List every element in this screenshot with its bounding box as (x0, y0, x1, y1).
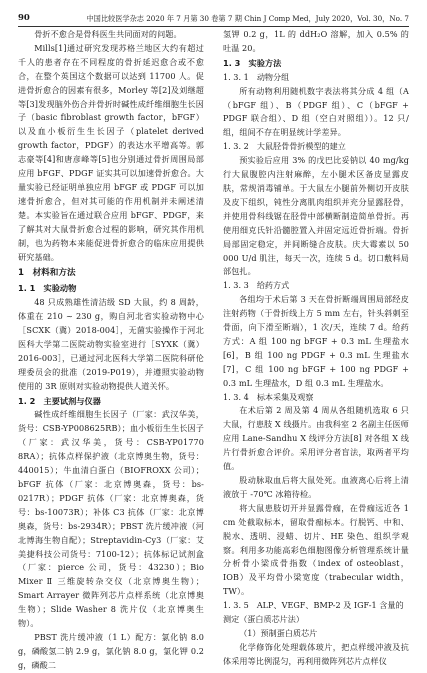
journal-header: 中国比较医学杂志 2020 年 7 月第 30 卷第 7 期 Chin J Comp Med，July 2020，Vol. 30，No. 7 (86, 14, 409, 23)
paragraph: PBST 洗片缓冲液（1 L）配方：氯化钠 8.0 g，磷酸氢二钠 2.9 g，氯化钠 8.0 g，氯化钾 0.2 g，磷酸二 (18, 631, 204, 670)
page-number: 90 (18, 13, 30, 23)
subsection-heading: 1. 1 实验动物 (18, 283, 77, 294)
sub-subsection-heading: 1. 3. 2 大鼠胫骨骨折模型的建立 (223, 141, 346, 152)
subsection-heading: 1. 3 实验方法 (223, 57, 282, 68)
paragraph: 碱性成纤维细胞生长因子（厂家：武汉华美，货号：CSB-YP008625RB）；血小板衍生生长因子（厂家：武汉华美，货号：CSB-YP01770 8RA）；抗体点样保护液（北京博奥生物，货号：440015）；牛血清白蛋白（BIOFROXX 公司）；bFGF 抗体（厂家：北京博奥森，货号：bs-0217R）；PDGF 抗体（厂家：北京博奥森，货号：bs-10073R）；补体 C3 抗体（厂家：北京博奥森，货号：bs-2934R）；PBST 洗片缓冲液（河北博海生物自配）；Streptavidin-Cy3（厂家：艾美捷科技公司货号：7100-12）；抗体标记试剂盒（厂家：pierce 公司，货号：43230）；Bio Mixer Ⅱ 三维旋转杂交仪（北京博奥生物）；Smart Arrayer 微阵列芯片点样系统（北京博奥生物）；Slide Washer 8 洗片仪（北京博奥生物）。 (18, 409, 204, 629)
page-header (18, 12, 409, 27)
paragraph: 化学修饰化处理载体玻片，把点样缓冲液及抗体采用等比例混匀，再利用微阵列芯片点样仪 (223, 641, 409, 666)
article-body (18, 28, 409, 670)
section-heading: 1 材料和方法 (18, 268, 76, 279)
paragraph: 预实验后应用 3% 的戊巴比妥钠以 40 mg/kg 行大鼠腹腔内注射麻醉，左小腿术区备皮显露皮肤，常规消毒铺单。于大鼠左小腿前外侧切开皮肤及皮下组织，钝性分离肌肉组织并充分显露胫骨，并使用骨科线锯在胫骨中部横断制造简单骨折。再使用细克氏针沿髓腔置入并固定远近骨折端。骨折局部固定稳定，并间断缝合皮肤。庆大霉素以 50 000 U/d 肌注，每天一次，连续 5 d。切口敷料局部包扎。 (223, 155, 409, 277)
paragraph: 将大鼠患肢切开并显露骨痂，在骨痂远近各 1 cm 处截取标本，留取骨痂标本。行脱钙、中和、脱水、透明、浸蜡、切片、HE 染色、组织学观察。利用多功能高彩色细胞图像分析管理系统计量分析骨小梁成骨指数（index of osteoblast，IOB）及平均骨小梁宽度（trabecular width，TW）。 (223, 502, 409, 597)
paragraph: 股动脉取血后将大鼠处死。血液离心后将上清液放于 -70℃ 冰箱待检。 (223, 475, 409, 499)
sub-subsection-heading: 1. 3. 1 动物分组 (223, 71, 290, 82)
paragraph: 骨折不愈合是骨科医生共同面对的问题。 (34, 29, 182, 39)
sub-subsection-heading: 1. 3. 3 给药方式 (223, 280, 290, 291)
paragraph: 48 只成熟雄性清洁级 SD 大鼠，约 8 周龄，体重在 210 ~ 230 g，购自河北省实验动物中心［SCXK（冀）2018-004］，无菌实验操作于河北医科大学第二医院动物实验室进行［SYXK（冀）2016-003］，已通过河北医科大学第二医院科研伦理委员会的批准（2019-P019），并遵照实验动物使用的 3R 原则对实验动物提供人道关怀。 (18, 297, 204, 391)
paragraph: 各组均于术后第 3 天在骨折断端周围局部经皮注射药物（于骨折线上方 5 mm 左右，针头斜刺至骨面，向下滑至断端），1 次/天，连续 7 d。给药方式：A 组 100 ng bFGF + 0.3 mL 生理盐水[6]，B 组 100 ng PDGF + 0.3 mL 生理盐水[7]，C 组 100 ng bFGF + 100 ng PDGF + 0.3 mL 生理盐水，D 组 0.3 mL 生理盐水。 (223, 294, 409, 388)
subsection-heading: 1. 2 主要试剂与仪器 (18, 395, 101, 406)
paragraph: Mills[1]通过研究发现苏格兰地区大约有超过千人的患者存在不同程度的骨折延迟愈合或不愈合，在整个英国这个数据可以达到 11700 人。促进骨折愈合的因素有很多，Morley 等[2]及刘继超等[3]发现脑外伤合并骨折时碱性成纤维细胞生长因子（basic fibroblast growth factor，bFGF）以及血小板衍生生长因子（platelet derived growth factor，PDGF）的表达水平增高等。郭志豪等[4]和唐彦峰等[5]也分别通过骨折周围局部应用 bFGF、PDGF 证实其可以加速骨折愈合。大量实验已经证明单独应用 bFGF 或 PDGF 可以加速骨折愈合，但对其可能的作用机制并未阐述清楚。本实验旨在通过联合应用 bFGF、PDGF，来了解其对大鼠骨折愈合过程的影响，研究其作用机制，也为药物本来能促进骨折愈合的临床应用提供研究基础。 (18, 42, 204, 262)
paragraph: 氢钾 0.2 g，1L 的 ddH₂O 溶解，加入 0.5% 的吐温 20。 (223, 29, 409, 53)
right-column (223, 28, 409, 665)
sub-subsection-heading: 1. 3. 5 ALP、VEGF、BMP-2 及 IGF-1 含量的测定（蛋白质芯片法） (223, 600, 404, 625)
paragraph: 在术后第 2 周及第 4 周从各组随机选取 6 只大鼠，行患肢 X 线摄片。由我科室 2 名副主任医师应用 Lane-Sandhu X 线评分方法[8] 对各组 X 线片行骨折愈合评价。采用评分者盲法，取两者平均值。 (223, 405, 409, 472)
list-heading: （1）预制蛋白质芯片 (239, 627, 318, 638)
paragraph: 所有动物利用随机数字表法将其分成 4 组（A（bFGF 组）、B（PDGF 组）、C（bFGF + PDGF 联合组）、D 组（空白对照组））。12 只/组，组间不存在明显统计学差异。 (223, 85, 409, 138)
left-column (18, 28, 204, 670)
sub-subsection-heading: 1. 3. 4 标本采集及观察 (223, 391, 314, 402)
